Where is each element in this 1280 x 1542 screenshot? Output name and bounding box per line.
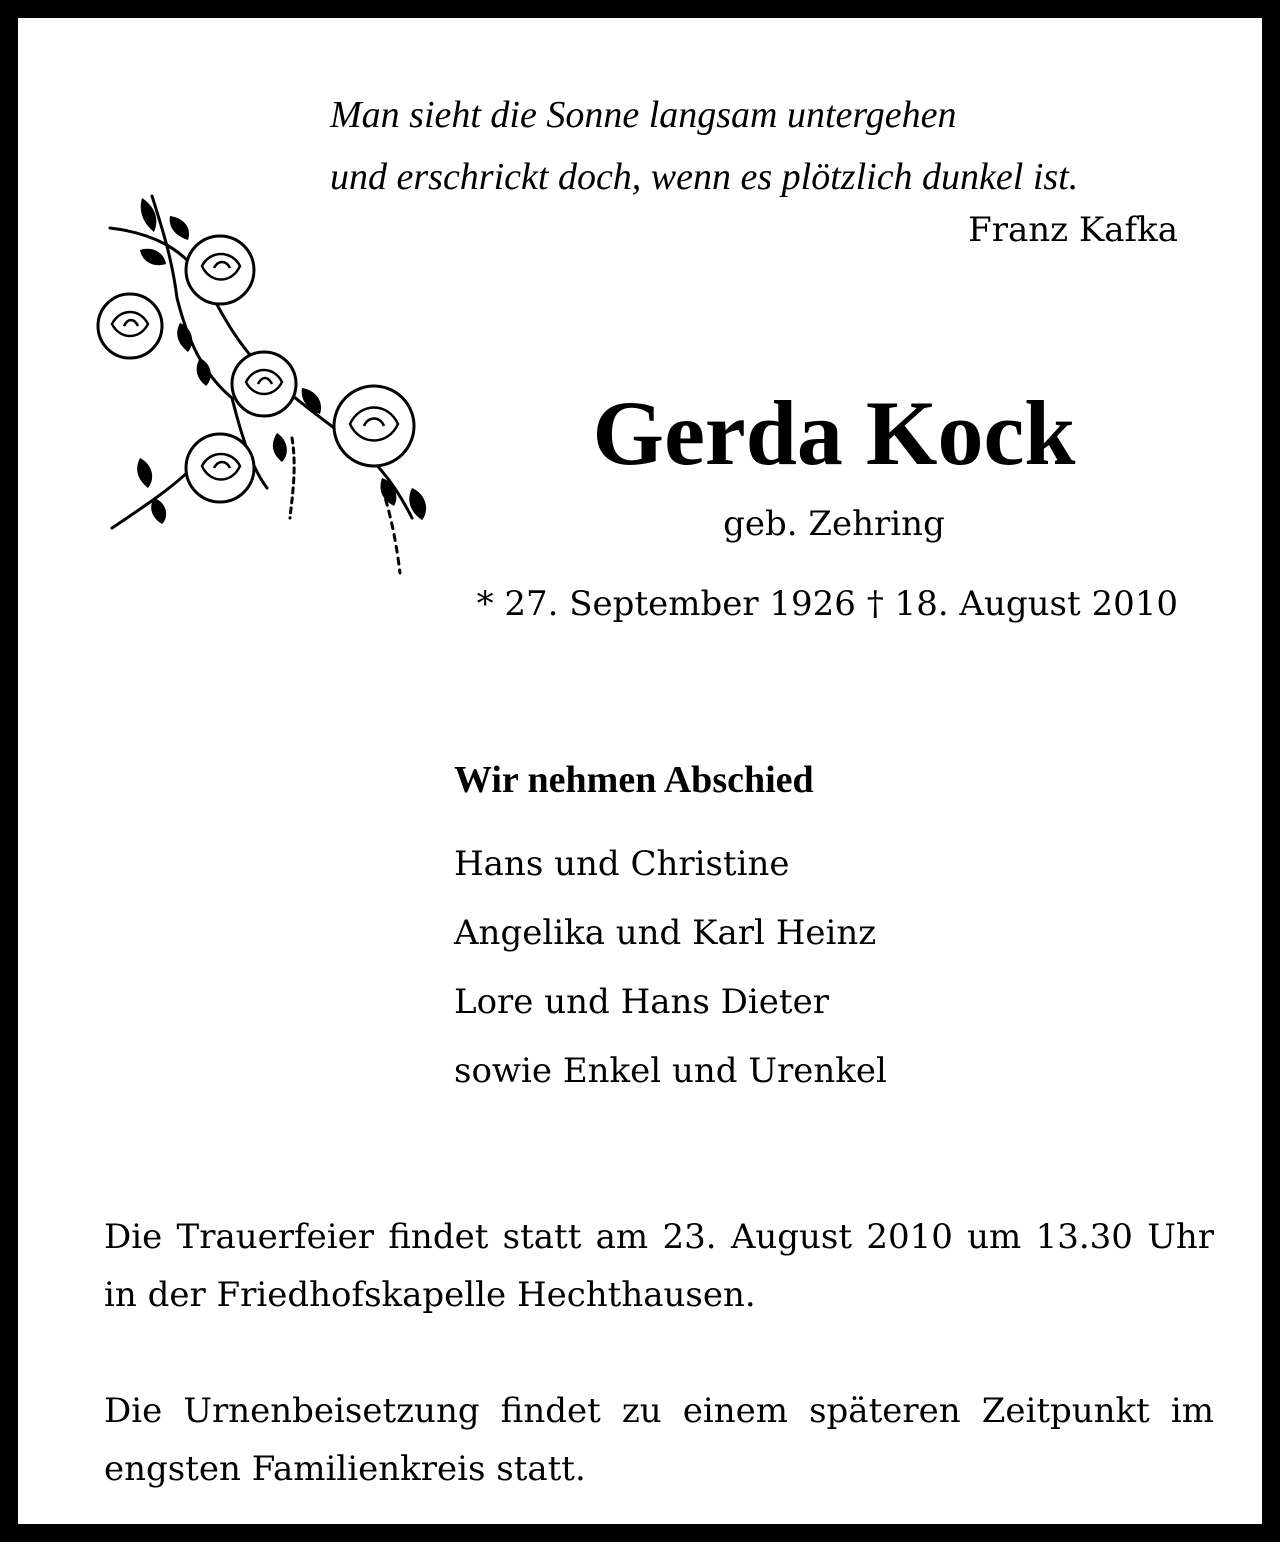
mourners-list [454,830,887,1106]
burial-announcement: Die Urnenbeisetzung findet zu einem späteren Zeitpunkt im engsten Familienkreis statt. [104,1391,1214,1489]
maiden-name: geb. Zehring [723,504,945,544]
mourner-item: Angelika und Karl Heinz [454,913,877,953]
life-dates: * 27. September 1926 † 18. August 2010 [476,584,1178,624]
mourner-item: Lore und Hans Dieter [454,982,829,1022]
quote [330,84,1214,208]
mourner-item: Hans und Christine [454,844,790,884]
service-announcement: Die Trauerfeier findet statt am 23. August 2010 um 13.30 Uhr in der Friedhofskapelle Hechthausen. [104,1217,1214,1315]
quote-line-2: und erschrickt doch, wenn es plötzlich dunkel ist. [330,156,1079,198]
roses-illustration-icon [92,188,448,580]
quote-author: Franz Kafka [968,210,1178,250]
mourner-item: sowie Enkel und Urenkel [454,1051,887,1091]
deceased-name: Gerda Kock [592,382,1076,484]
farewell-heading: Wir nehmen Abschied [454,759,814,801]
quote-line-1: Man sieht die Sonne langsam untergehen [330,94,957,136]
